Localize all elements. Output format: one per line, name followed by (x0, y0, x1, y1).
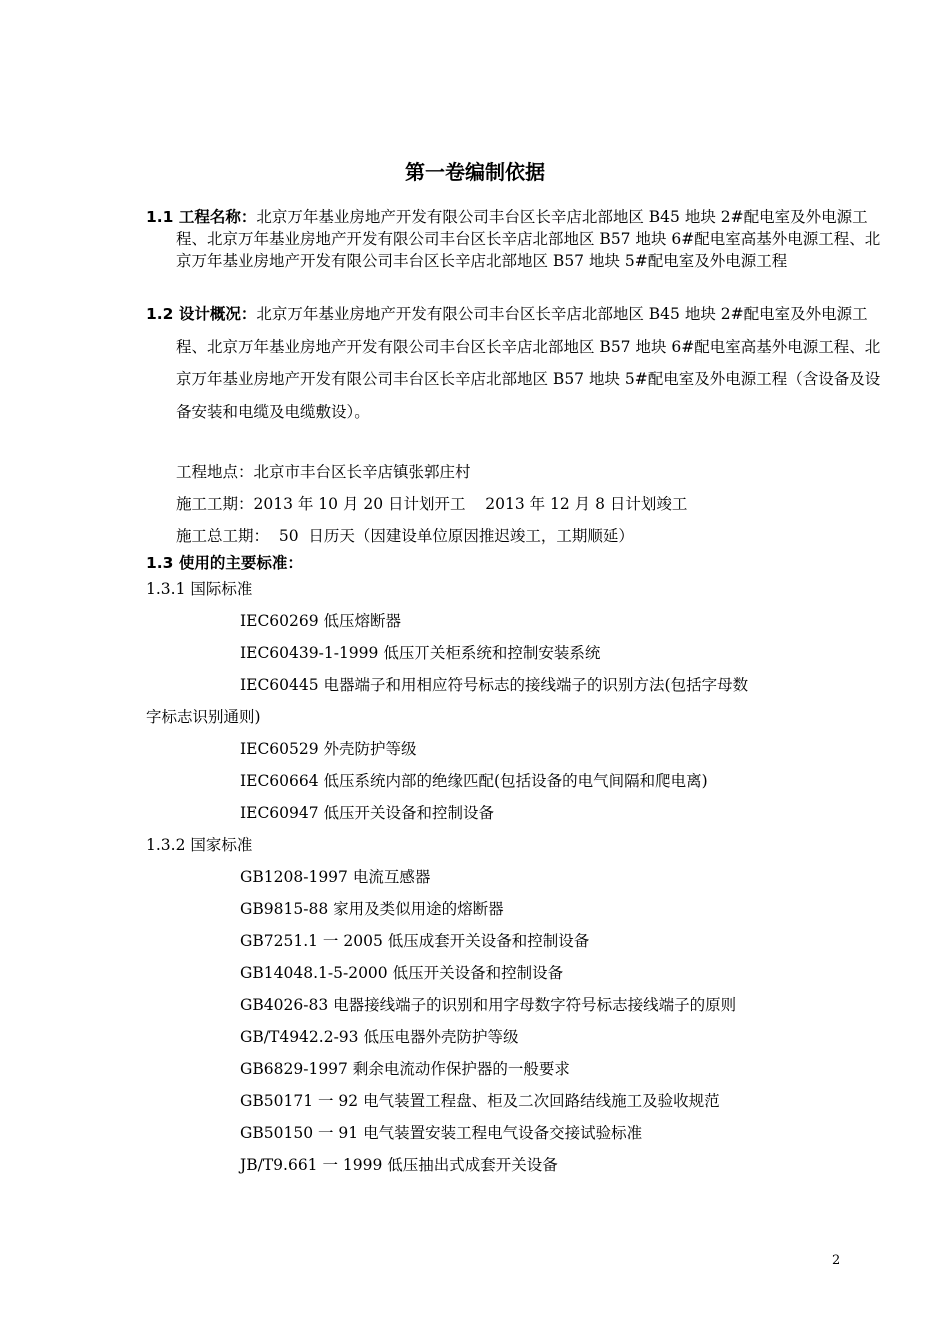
intl-standard-item-wrap: 字标志识别通则) (146, 708, 261, 726)
section-1-1 (146, 206, 886, 272)
section-1-2-label: 1.2 设计概况： (146, 305, 257, 323)
national-standard-item: GB50171 一 92 电气装置工程盘、柜及二次回路结线施工及验收规范 (240, 1092, 720, 1110)
section-1-1-label: 1.1 工程名称： (146, 208, 257, 226)
national-standard-item: JB/T9.661 一 1999 低压抽出式成套开关设备 (240, 1156, 558, 1174)
section-1-2-text: 北京万年基业房地产开发有限公司丰台区长辛店北部地区 B45 地块 2#配电室及外电源工程、北京万年基业房地产开发有限公司丰台区长辛店北部地区 B57 地块 6#配电室高基外电源工程、北京万年基业房地产开发有限公司丰台区长辛店北部地区 B57 地块 5#配电室及外电源工程（含设备及设备安装和电缆及电缆敷设）。 (176, 305, 881, 421)
intl-standard-item: IEC60664 低压系统内部的绝缘匹配(包括设备的电气间隔和爬电离) (240, 772, 708, 790)
national-standard-item: GB4026-83 电器接线端子的识别和用字母数字符号标志接线端子的原则 (240, 996, 737, 1014)
national-standard-item: GB14048.1-5-2000 低压开关设备和控制设备 (240, 964, 564, 982)
national-standard-item: GB/T4942.2-93 低压电器外壳防护等级 (240, 1028, 519, 1046)
national-standard-item: GB6829-1997 剩余电流动作保护器的一般要求 (240, 1060, 570, 1078)
construction-period: 施工工期：2013 年 10 月 20 日计划开工 2013 年 12 月 8 日计划竣工 (176, 495, 688, 513)
intl-standard-item: IEC60439-1-1999 低压丌关柜系统和控制安装系统 (240, 644, 601, 662)
section-1-1-text: 北京万年基业房地产开发有限公司丰台区长辛店北部地区 B45 地块 2#配电室及外电源工程、北京万年基业房地产开发有限公司丰台区长辛店北部地区 B57 地块 6#配电室高基外电源工程、北京万年基业房地产开发有限公司丰台区长辛店北部地区 B57 地块 5#配电室及外电源工程 (176, 208, 881, 270)
project-location: 工程地点：北京市丰台区长辛店镇张郭庄村 (176, 463, 471, 481)
national-standard-item: GB50150 一 91 电气装置安装工程电气设备交接试验标准 (240, 1124, 643, 1142)
intl-standard-item: IEC60269 低压熔断器 (240, 612, 402, 630)
page-title: 第一卷编制依据 (405, 160, 545, 184)
intl-standard-item: IEC60947 低压开关设备和控制设备 (240, 804, 495, 822)
national-standard-item: GB9815-88 家用及类似用途的熔断器 (240, 900, 504, 918)
national-standard-item: GB7251.1 一 2005 低压成套开关设备和控制设备 (240, 932, 590, 950)
section-1-2 (146, 298, 886, 428)
intl-standards-heading: 1.3.1 国际标准 (146, 580, 253, 598)
intl-standard-item: IEC60445 电器端子和用相应符号标志的接线端子的识别方法(包括字母数 (240, 676, 749, 694)
national-standard-item: GB1208-1997 电流互感器 (240, 868, 431, 886)
total-duration: 施工总工期： 50 日历天（因建设单位原因推迟竣工，工期顺延） (176, 527, 634, 545)
intl-standard-item: IEC60529 外壳防护等级 (240, 740, 417, 758)
section-1-3-label: 1.3 使用的主要标准： (146, 554, 303, 572)
page-number: 2 (832, 1253, 841, 1268)
national-standards-heading: 1.3.2 国家标准 (146, 836, 253, 854)
